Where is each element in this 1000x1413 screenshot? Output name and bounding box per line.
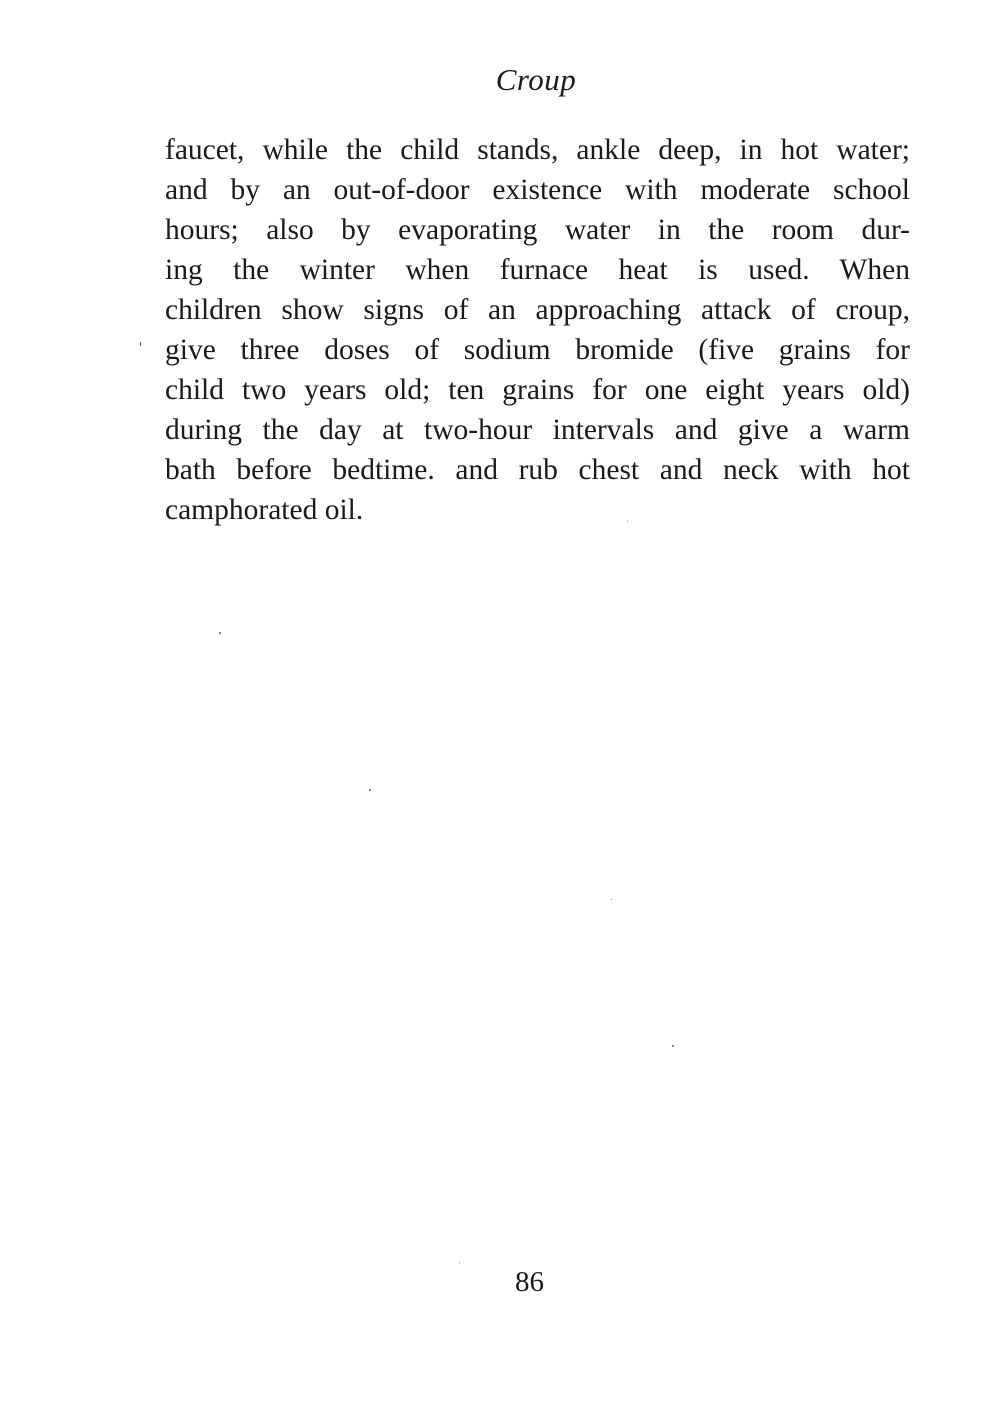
- text-line: ing the winter when furnace heat is used. When: [165, 254, 910, 286]
- scan-speck: [611, 899, 612, 900]
- text-line: faucet, while the child stands, ankle deep, in hot water;: [165, 134, 910, 166]
- text-line: and by an out-of-door existence with moderate school: [165, 174, 910, 206]
- text-line: hours; also by evaporating water in the room dur-: [165, 214, 910, 246]
- body-paragraph: [165, 130, 910, 530]
- scan-speck: [140, 342, 141, 346]
- text-line: during the day at two-hour intervals and give a warm: [165, 414, 910, 446]
- scan-speck: [459, 1262, 460, 1263]
- text-line: children show signs of an approaching attack of croup,: [165, 294, 910, 326]
- text-line: bath before bedtime. and rub chest and neck with hot: [165, 454, 910, 486]
- scan-speck: [672, 1045, 674, 1047]
- scan-speck: [219, 632, 221, 634]
- scan-speck: [369, 789, 371, 791]
- text-line: give three doses of sodium bromide (five grains for: [165, 334, 910, 366]
- running-head-title: Croup: [495, 62, 577, 97]
- page-number: 86: [515, 1266, 544, 1298]
- text-line: camphorated oil.: [165, 494, 364, 526]
- text-line: child two years old; ten grains for one eight years old): [165, 374, 910, 406]
- scan-speck: [627, 521, 628, 522]
